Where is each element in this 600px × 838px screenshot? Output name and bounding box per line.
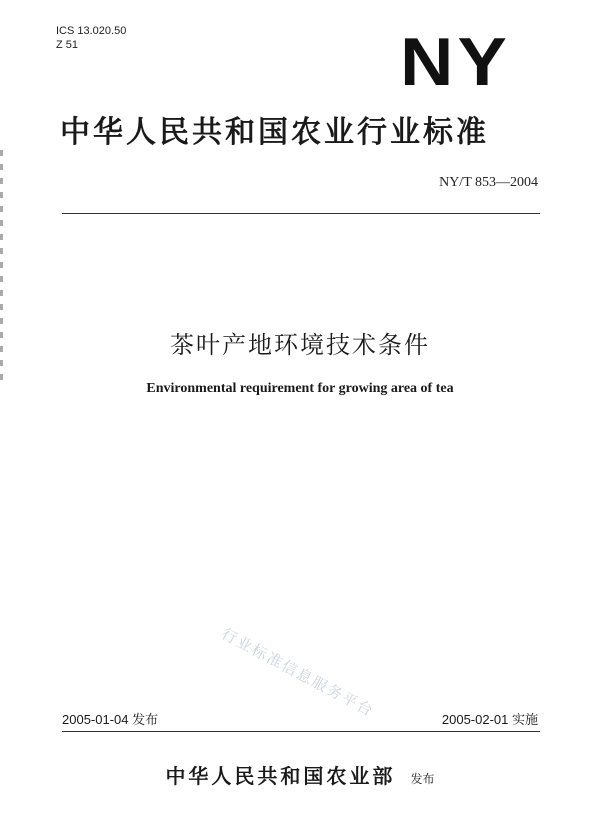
issuer-line	[0, 760, 600, 789]
ny-logo: NY	[400, 23, 511, 100]
ics-code: ICS 13.020.50	[56, 25, 127, 37]
issuer-name: 中华人民共和国农业部	[165, 764, 396, 788]
document-title-en: Environmental requirement for growing area of tea	[146, 381, 454, 396]
watermark: 行业标准信息服务平台	[218, 624, 378, 721]
issue-date: 2005-01-04 发布	[62, 712, 159, 727]
top-divider	[62, 213, 540, 214]
standard-number: NY/T 853—2004	[439, 175, 538, 190]
issuer-suffix: 发布	[410, 772, 435, 786]
standard-type-heading: 中华人民共和国农业行业标准	[60, 115, 489, 150]
classification-codes	[56, 24, 126, 52]
bottom-divider	[62, 731, 540, 732]
document-title-zh: 茶叶产地环境技术条件	[170, 331, 430, 359]
ccs-code: Z 51	[56, 39, 79, 51]
implementation-date: 2005-02-01 实施	[441, 712, 538, 727]
